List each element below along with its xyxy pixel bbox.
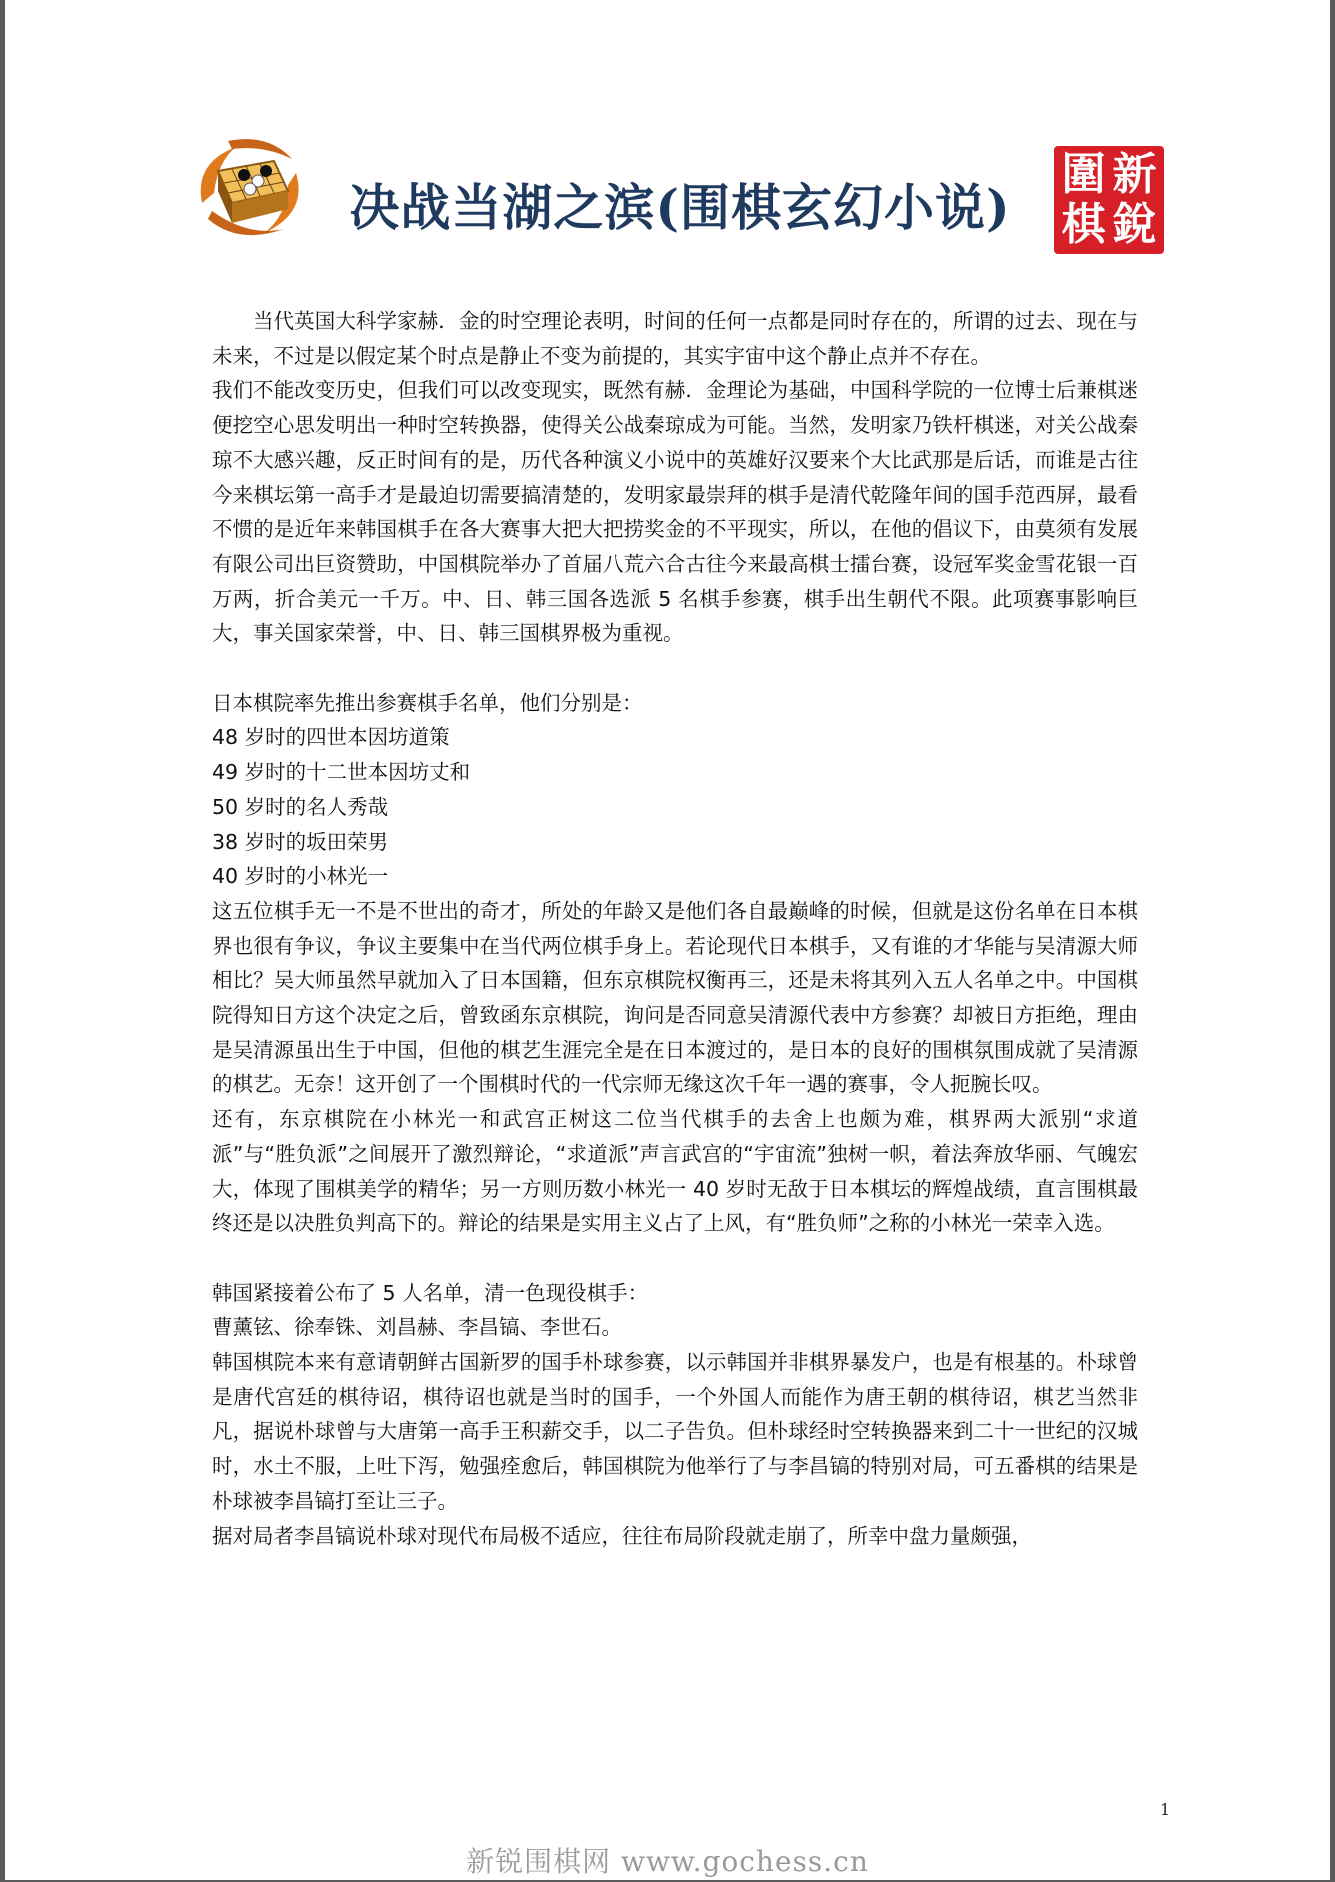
paragraph: 这五位棋手无一不是不世出的奇才，所处的年龄又是他们各自最巅峰的时候，但就是这份名单在日本棋界也很有争议，争议主要集中在当代两位棋手身上。若论现代日本棋手，又有谁的才华能与吴清源大师相比？吴大师虽然早就加入了日本国籍，但东京棋院权衡再三，还是未将其列入五人名单之中。中国棋院得知日方这个决定之后，曾致函东京棋院，询问是否同意吴清源代表中方参赛？却被日方拒绝，理由是吴清源虽出生于中国，但他的棋艺生涯完全是在日本渡过的，是日本的良好的围棋氛围成就了吴清源的棋艺。无奈！这开创了一个围棋时代的一代宗师无缘这次千年一遇的赛事，令人扼腕长叹。 <box>212 898 1138 1097</box>
paragraph: 日本棋院率先推出参赛棋手名单，他们分别是： <box>212 690 643 715</box>
seal-char: 棋 <box>1061 199 1106 250</box>
blank-line <box>212 1241 1138 1276</box>
document-body <box>212 304 1138 1553</box>
list-item: 50 岁时的名人秀哉 <box>212 794 389 819</box>
seal-char: 圍 <box>1061 149 1106 200</box>
paragraph: 韩国紧接着公布了 5 人名单，清一色现役棋手： <box>212 1280 649 1305</box>
paragraph: 韩国棋院本来有意请朝鲜古国新罗的国手朴球参赛，以示韩国并非棋界暴发户，也是有根基的。朴球曾是唐代宫廷的棋待诏，棋待诏也就是当时的国手，一个外国人而能作为唐王朝的棋待诏，棋艺当然非凡，据说朴球曾与大唐第一高手王积薪交手，以二子告负。但朴球经时空转换器来到二十一世纪的汉城时，水土不服，上吐下泻，勉强痊愈后，韩国棋院为他举行了与李昌镐的特别对局，可五番棋的结果是朴球被李昌镐打至让三子。 <box>212 1350 1138 1513</box>
blank-line <box>212 651 1138 686</box>
list-item: 49 岁时的十二世本因坊丈和 <box>212 760 471 785</box>
paragraph: 我们不能改变历史，但我们可以改变现实，既然有赫．金理论为基础，中国科学院的一位博士后兼棋迷便挖空心思发明出一种时空转换器，使得关公战秦琼成为可能。当然，发明家乃铁杆棋迷，对关公战秦琼不大感兴趣，反正时间有的是，历代各种演义小说中的英雄好汉要来个大比武那是后话，而谁是古往今来棋坛第一高手才是最迫切需要搞清楚的，发明家最崇拜的棋手是清代乾隆年间的国手范西屏，最看不惯的是近年来韩国棋手在各大赛事大把大把捞奖金的不平现实，所以，在他的倡议下，由莫须有发展有限公司出巨资赞助，中国棋院举办了首届八荒六合古往今来最高棋士擂台赛，设冠军奖金雪花银一百万两，折合美元一千万。中、日、韩三国各选派 5 名棋手参赛，棋手出生朝代不限。此项赛事影响巨大，事关国家荣誉，中、日、韩三国棋界极为重视。 <box>212 378 1138 646</box>
list-item: 40 岁时的小林光一 <box>212 864 389 889</box>
go-board-logo-icon <box>188 133 312 245</box>
document-title: 决战当湖之滨(围棋玄幻小说) <box>349 178 1011 237</box>
document-page <box>5 0 1330 1880</box>
list-item: 48 岁时的四世本因坊道策 <box>212 725 450 750</box>
page-number: 1 <box>1160 1800 1171 1819</box>
seal-char: 新 <box>1112 149 1157 200</box>
paragraph: 据对局者李昌镐说朴球对现代布局极不适应，往往布局阶段就走崩了，所幸中盘力量颇强， <box>212 1523 1032 1548</box>
list-item: 38 岁时的坂田荣男 <box>212 829 389 854</box>
paragraph: 还有，东京棋院在小林光一和武宫正树这二位当代棋手的去舍上也颇为难，棋界两大派别“求道派”与“胜负派”之间展开了激烈辩论，“求道派”声言武宫的“宇宙流”独树一帜，着法奔放华丽、气魄宏大，体现了围棋美学的精华；另一方则历数小林光一 40 岁时无敌于日本棋坛的辉煌战绩，直言围棋最终还是以决胜负判高下的。辩论的结果是实用主义占了上风，有“胜负师”之称的小林光一荣幸入选。 <box>212 1107 1138 1236</box>
paragraph: 曹薰铉、徐奉铢、刘昌赫、李昌镐、李世石。 <box>212 1315 622 1340</box>
seal-char: 銳 <box>1112 199 1157 250</box>
footer-watermark: 新锐围棋网 www.gochess.cn <box>466 1845 869 1878</box>
paragraph: 当代英国大科学家赫．金的时空理论表明，时间的任何一点都是同时存在的，所谓的过去、现在与未来，不过是以假定某个时点是静止不变为前提的，其实宇宙中这个静止点并不存在。 <box>212 309 1138 368</box>
xinrui-weiqi-seal-logo <box>1054 146 1164 254</box>
